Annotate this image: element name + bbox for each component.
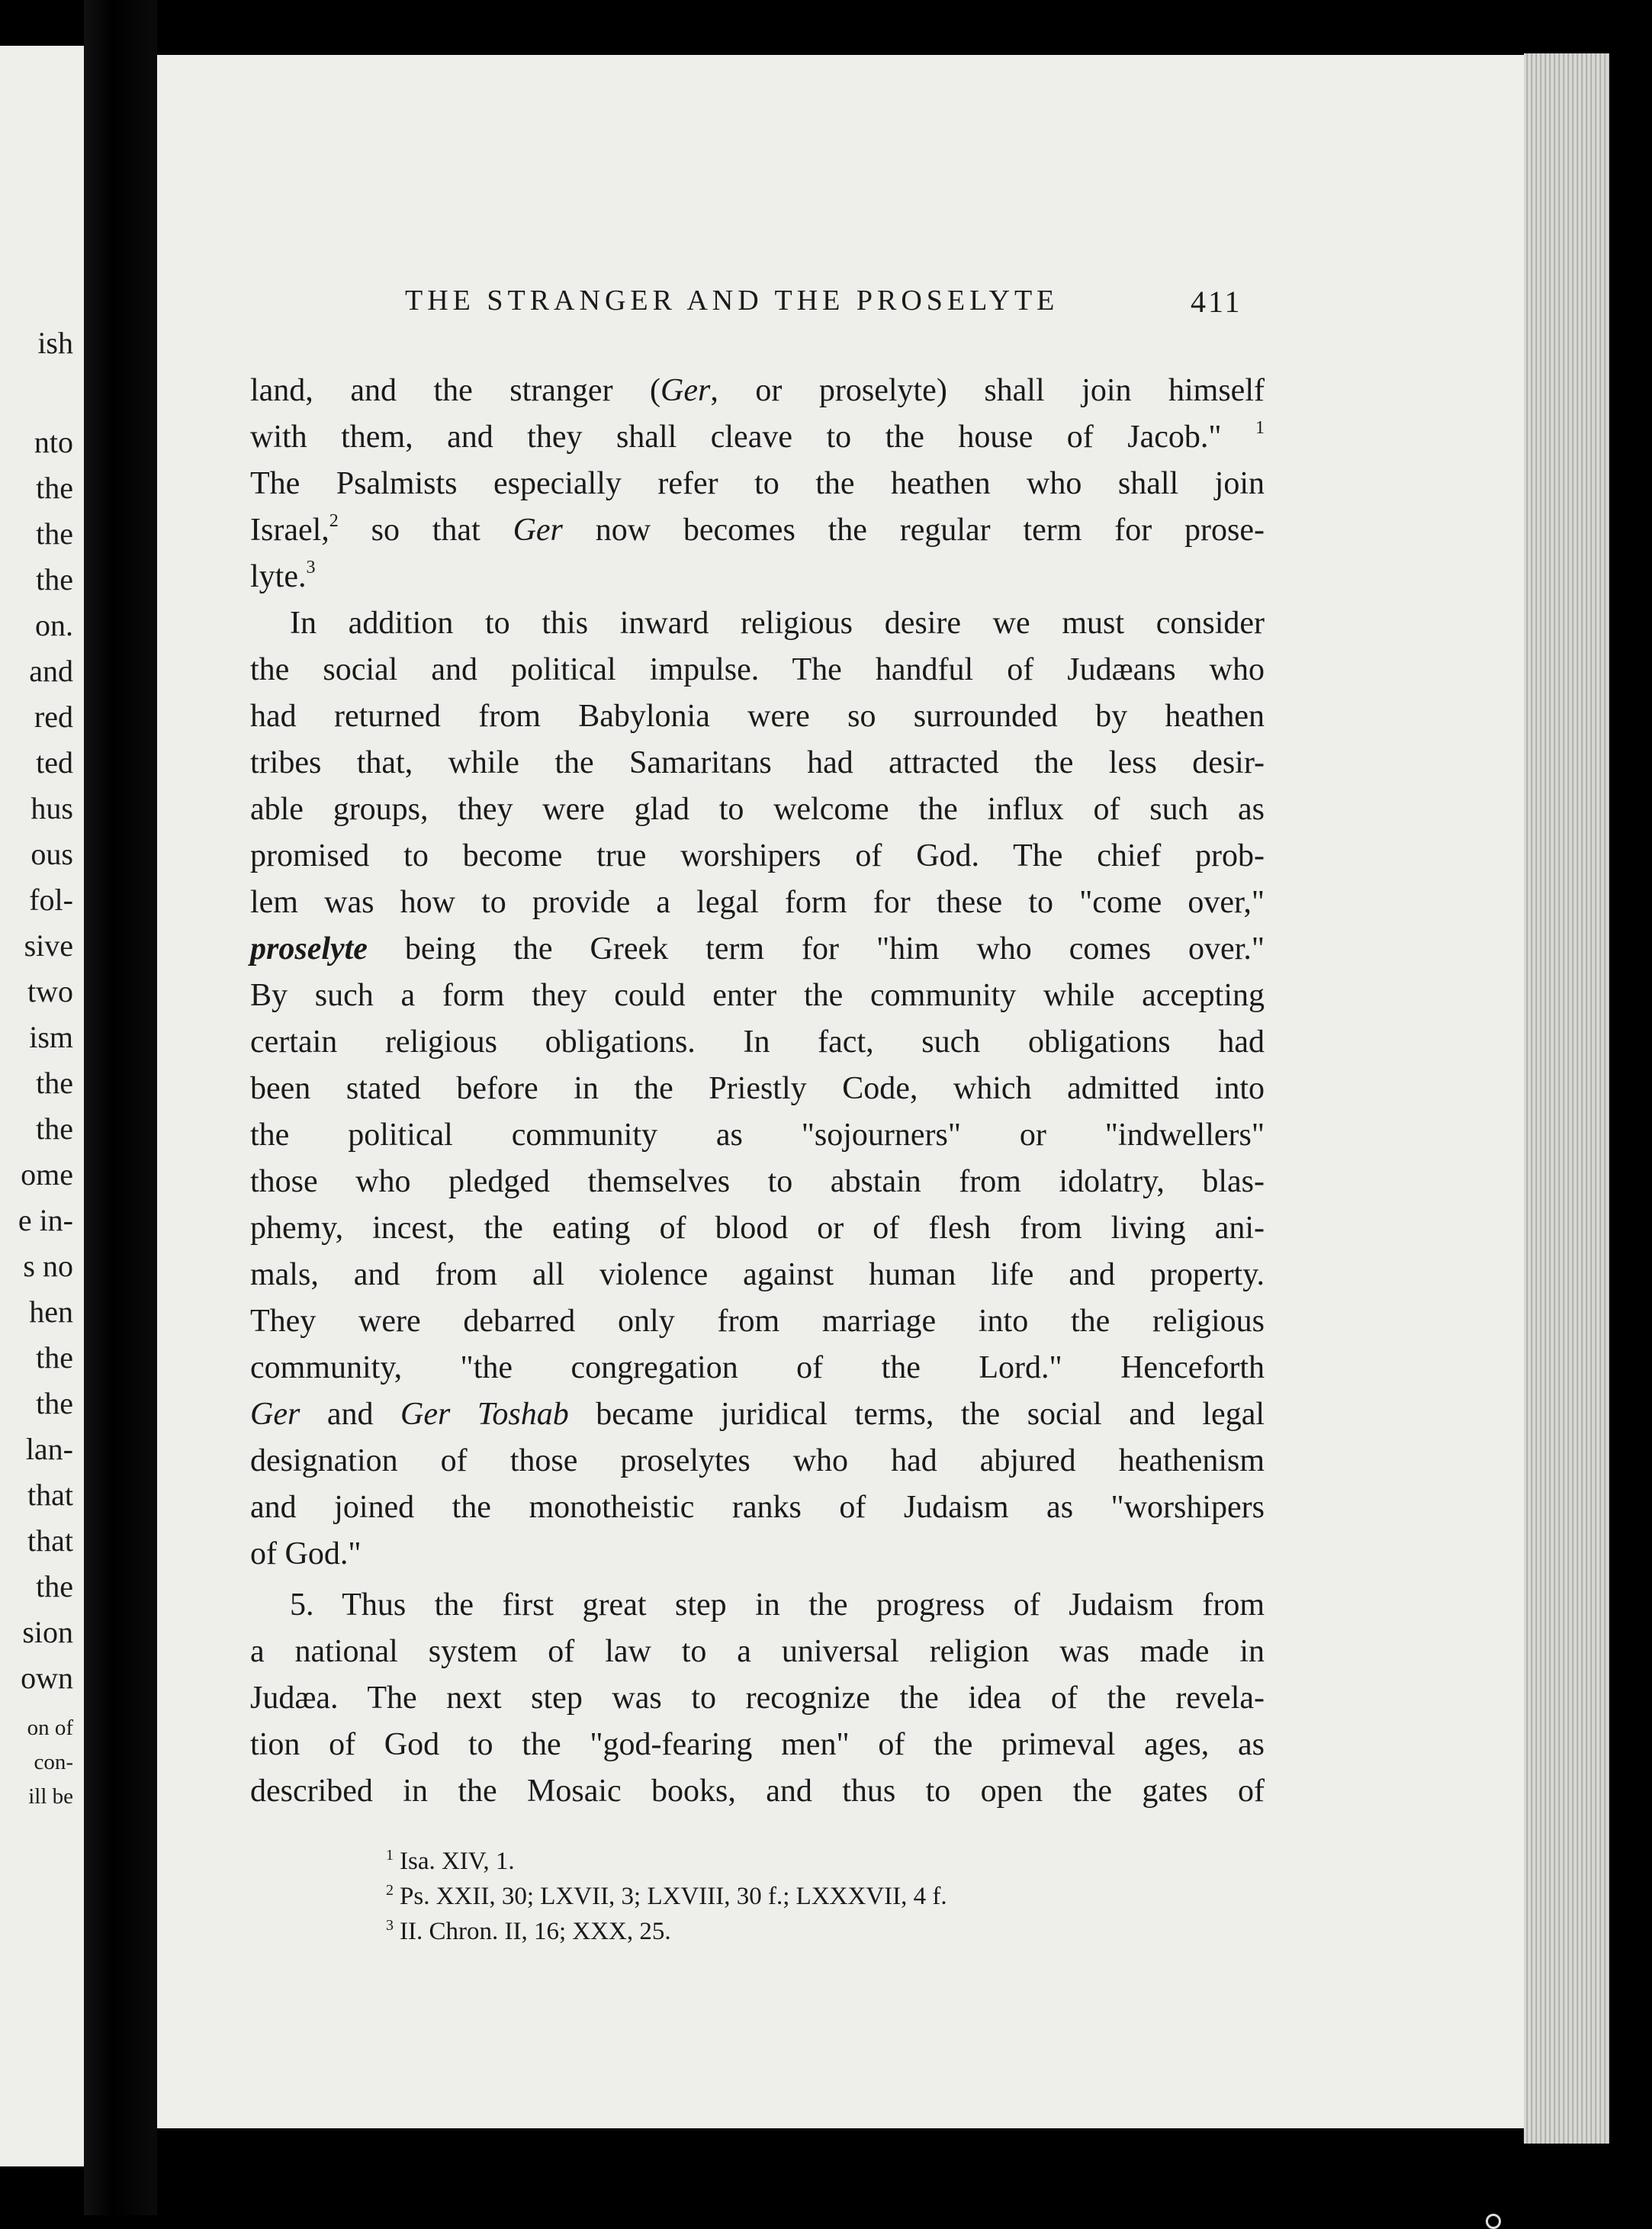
text-line: certain religious obligations. In fact, such obligations had	[250, 1024, 1265, 1060]
previous-page-text-fragment: on.	[35, 608, 73, 642]
footnote	[386, 1914, 1301, 1949]
background-edge	[1609, 0, 1652, 2215]
previous-page-text-fragment: s no	[23, 1249, 73, 1283]
text-line: promised to become true worshipers of God. The chief prob-	[250, 838, 1265, 873]
text-line: phemy, incest, the eating of blood or of flesh from living ani-	[250, 1211, 1265, 1246]
book-page	[157, 55, 1524, 2128]
previous-page-text-fragment: hen	[29, 1295, 73, 1329]
text-line: Judæa. The next step was to recognize the idea of the revela-	[250, 1681, 1265, 1716]
footnote-number: 2	[386, 1882, 394, 1899]
previous-page-text-fragment: own	[21, 1661, 73, 1695]
text-line: tion of God to the "god-fearing men" of the primeval ages, as	[250, 1727, 1265, 1762]
page-stack-edge	[1524, 53, 1609, 2144]
previous-page-text-fragment: ism	[29, 1020, 73, 1054]
previous-page-text-fragment: the	[36, 1111, 73, 1146]
text-line: Israel,$^2$ so that Ger now becomes the regular term for prose-	[250, 511, 1265, 548]
previous-page-text-fragment: ted	[36, 745, 73, 780]
footnote-text: Ps. XXII, 30; LXVII, 3; LXVIII, 30 f.; LXXXVII, 4 f.	[400, 1883, 947, 1910]
footnote	[386, 1844, 1301, 1879]
text-line: proselyte being the Greek term for "him who comes over."	[250, 931, 1265, 967]
text-line: They were debarred only from marriage into the religious	[250, 1304, 1265, 1339]
text-line: tribes that, while the Samaritans had attracted the less desir-	[250, 745, 1265, 780]
previous-page-text-fragment: that	[27, 1523, 73, 1558]
text-line: In addition to this inward religious desire we must consider	[290, 606, 1265, 641]
text-line: designation of those proselytes who had abjured heathenism	[250, 1443, 1265, 1478]
text-line: community, "the congregation of the Lord." Henceforth	[250, 1350, 1265, 1385]
footnote-text: II. Chron. II, 16; XXX, 25.	[400, 1918, 671, 1945]
text-line: land, and the stranger (Ger, or proselyte) shall join himself	[250, 373, 1265, 408]
previous-page-text-fragment: red	[34, 700, 73, 734]
text-line: and joined the monotheistic ranks of Judaism as "worshipers	[250, 1490, 1265, 1525]
previous-page-text-fragment: lan-	[25, 1432, 73, 1466]
previous-page-text-fragment: fol-	[29, 883, 73, 917]
running-header	[157, 284, 1524, 322]
previous-page-text-fragment: nto	[34, 425, 73, 459]
footnote-number: 1	[386, 1847, 394, 1864]
text-line: those who pledged themselves to abstain from idolatry, blas-	[250, 1164, 1265, 1199]
text-line: of God."	[250, 1536, 362, 1571]
text-line: lyte.$^3$	[250, 558, 316, 594]
previous-page-text-fragment: on of	[27, 1716, 73, 1740]
page-number: 411	[1191, 285, 1242, 319]
previous-page-text-fragment: con-	[34, 1750, 73, 1774]
previous-page-text-fragment: the	[36, 1386, 73, 1420]
previous-page-edge	[0, 46, 84, 2166]
previous-page-text-fragment: hus	[31, 791, 73, 825]
previous-page-text-fragment: e in-	[18, 1203, 73, 1237]
footnotes	[386, 1844, 1301, 1949]
text-line: mals, and from all violence against human life and property.	[250, 1257, 1265, 1292]
previous-page-text-fragment: the	[36, 1340, 73, 1375]
previous-page-text-fragment: and	[29, 654, 73, 688]
previous-page-text-fragment: the	[36, 471, 73, 505]
footnote-number: 3	[386, 1917, 394, 1934]
previous-page-text-fragment: the	[36, 1569, 73, 1603]
text-line: been stated before in the Priestly Code, which admitted into	[250, 1071, 1265, 1106]
previous-page-text-fragment: ill be	[28, 1784, 73, 1809]
book-gutter	[84, 0, 157, 2215]
text-line: lem was how to provide a legal form for these to "come over,"	[250, 885, 1265, 920]
previous-page-text-fragment: ish	[37, 326, 73, 360]
previous-page-text-fragment: sion	[22, 1615, 73, 1649]
text-line: a national system of law to a universal religion was made in	[250, 1634, 1265, 1669]
previous-page-text-fragment: the	[36, 562, 73, 597]
previous-page-text-fragment: the	[36, 1066, 73, 1100]
text-line: described in the Mosaic books, and thus to open the gates of	[250, 1774, 1265, 1809]
text-line: able groups, they were glad to welcome the influx of such as	[250, 792, 1265, 827]
footnote	[386, 1879, 1301, 1914]
body-text	[250, 368, 1265, 1815]
running-header-title: THE STRANGER AND THE PROSELYTE	[405, 285, 1059, 317]
text-line: Ger and Ger Toshab became juridical terms, the social and legal	[250, 1397, 1265, 1432]
previous-page-text-fragment: ome	[21, 1157, 73, 1192]
text-line: had returned from Babylonia were so surrounded by heathen	[250, 699, 1265, 734]
previous-page-text-fragment: sive	[24, 928, 73, 963]
previous-page-text-fragment: that	[27, 1478, 73, 1512]
scan-mark-icon	[1486, 2214, 1501, 2229]
previous-page-text-fragment: the	[36, 516, 73, 551]
text-line: the political community as "sojourners" or "indwellers"	[250, 1118, 1265, 1153]
text-line: By such a form they could enter the community while accepting	[250, 978, 1265, 1013]
text-line: the social and political impulse. The handful of Judæans who	[250, 652, 1265, 687]
text-line: with them, and they shall cleave to the house of Jacob." $^1$	[250, 418, 1265, 455]
previous-page-text-fragment: two	[27, 974, 73, 1008]
text-line: 5. Thus the first great step in the progress of Judaism from	[290, 1587, 1265, 1623]
text-line: The Psalmists especially refer to the heathen who shall join	[250, 466, 1265, 501]
footnote-text: Isa. XIV, 1.	[400, 1848, 515, 1875]
previous-page-text-fragment: ous	[31, 837, 73, 871]
